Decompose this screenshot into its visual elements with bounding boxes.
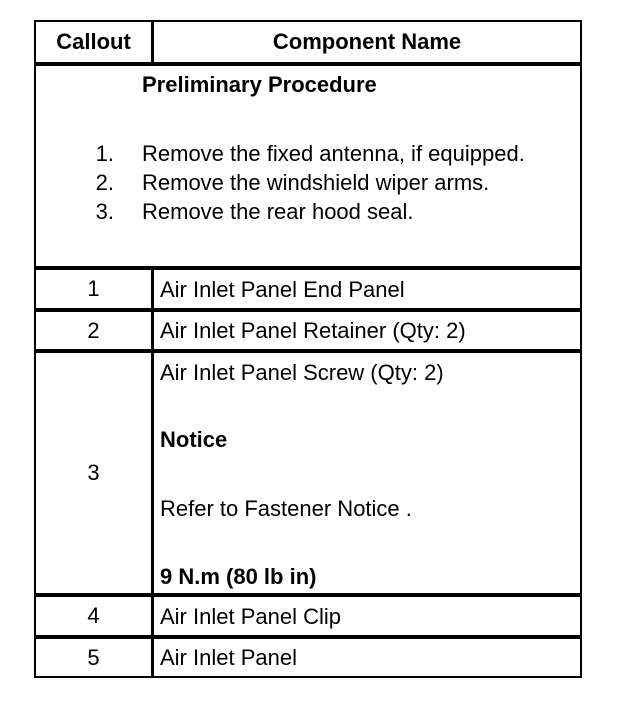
component-name: Air Inlet Panel	[160, 645, 297, 670]
callout-cell: 4	[87, 603, 100, 628]
step-number: 2.	[95, 170, 114, 195]
step-number: 3.	[95, 199, 114, 224]
callout-cell: 1	[87, 276, 100, 301]
notice-text: Refer to Fastener Notice .	[160, 496, 412, 521]
header-component-name: Component Name	[272, 29, 462, 54]
component-name: Air Inlet Panel Clip	[160, 604, 341, 629]
column-divider	[151, 270, 154, 676]
component-name: Air Inlet Panel End Panel	[160, 277, 405, 302]
component-name: Air Inlet Panel Screw (Qty: 2)	[160, 360, 444, 385]
callout-cell: 3	[87, 460, 100, 485]
callout-cell: 2	[87, 318, 100, 343]
callout-cell: 5	[87, 644, 100, 670]
notice-label: Notice	[160, 427, 228, 452]
header-callout: Callout	[56, 29, 131, 54]
component-name: Air Inlet Panel Retainer (Qty: 2)	[160, 318, 466, 343]
step-text: Remove the windshield wiper arms.	[142, 170, 490, 195]
header-divider	[151, 22, 154, 62]
preliminary-title: Preliminary Procedure	[142, 72, 377, 97]
step-text: Remove the fixed antenna, if equipped.	[142, 141, 525, 166]
step-text: Remove the rear hood seal.	[142, 199, 414, 224]
component-table	[34, 20, 582, 678]
torque-spec: 9 N.m (80 lb in)	[160, 564, 317, 589]
step-number: 1.	[95, 141, 114, 166]
